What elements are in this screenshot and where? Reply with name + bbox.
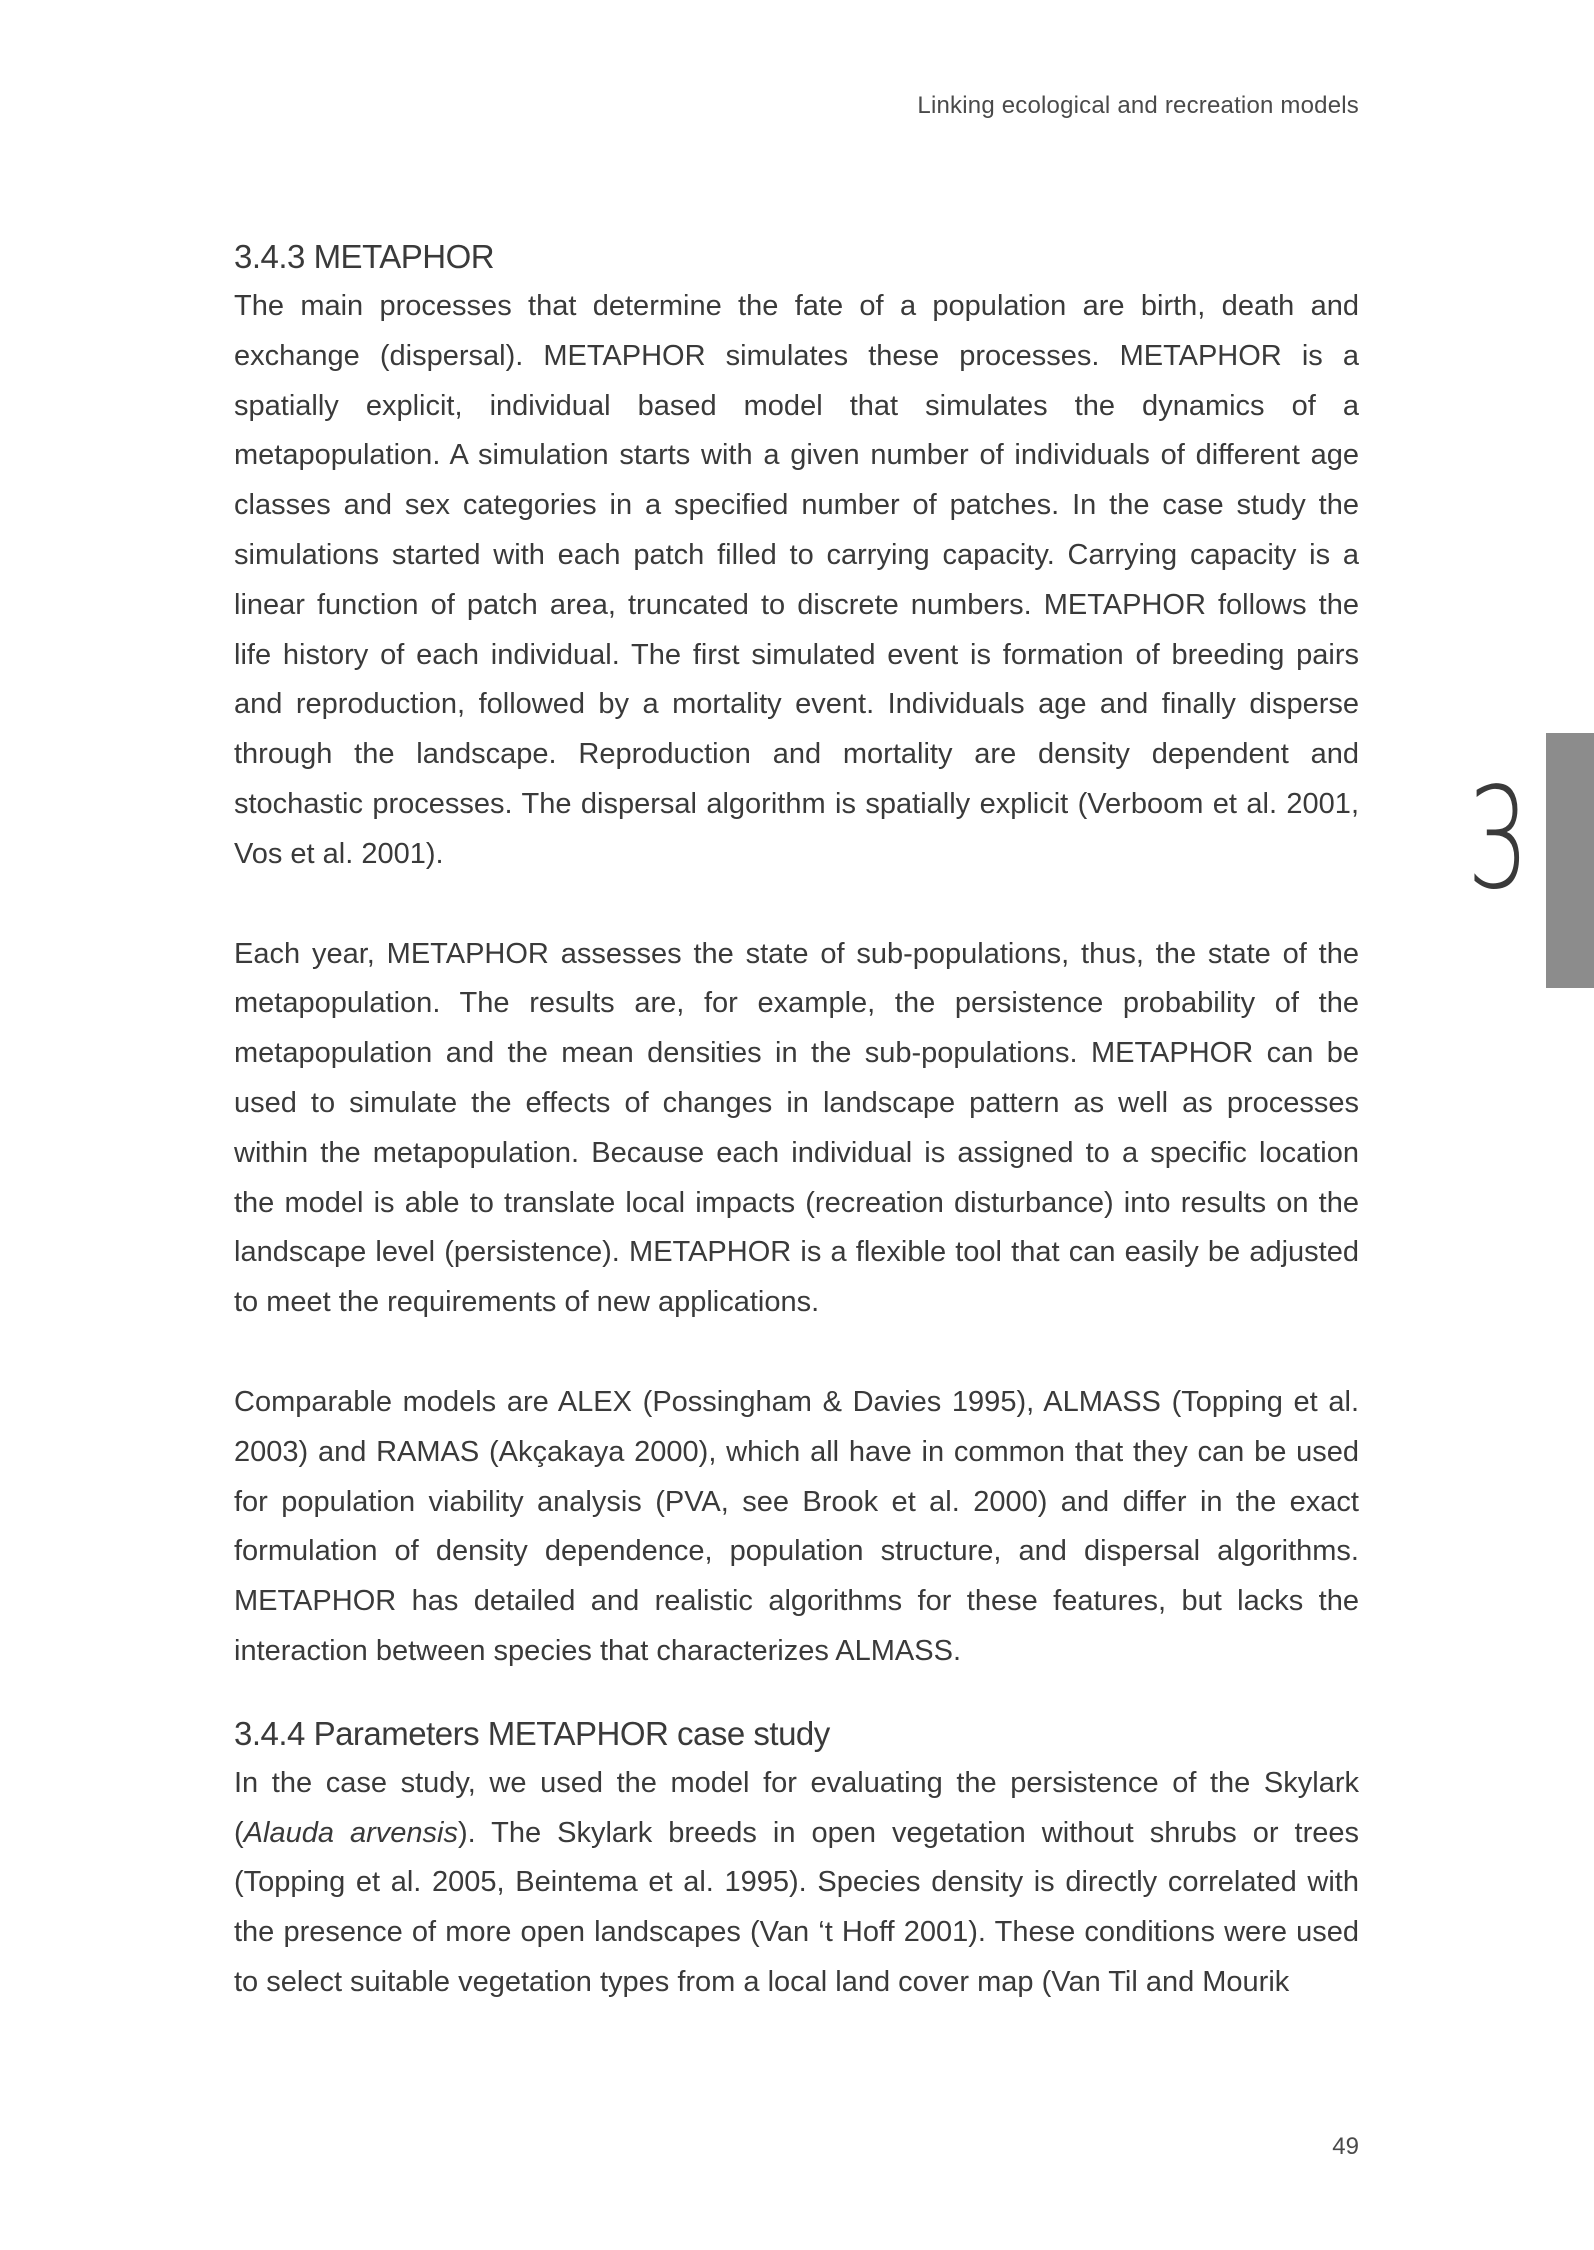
- paragraph: The main processes that determine the fate of a population are birth, death and exchange (dispersal). METAPHOR simulates these processes. METAPHOR is a spatially explicit, individual based model that simulates the dynamics of a metapopulation. A simulation starts with a given number of individuals of different age classes and sex categories in a specified number of patches. In the case study the simulations started with each patch filled to carrying capacity. Carrying capacity is a linear function of patch area, truncated to discrete numbers. METAPHOR follows the life history of each individual. The first simulated event is formation of breeding pairs and reproduction, followed by a mortality event. Individuals age and finally disperse through the landscape. Reproduction and mortality are density dependent and stochastic processes. The dispersal algorithm is spatially explicit (Verboom et al. 2001, Vos et al. 2001).: [234, 290, 1359, 870]
- chapter-number: 3: [1467, 758, 1530, 921]
- species-name: Alauda arvensis: [243, 1816, 458, 1849]
- chapter-tab: [1546, 733, 1594, 988]
- paragraph-text: In the case study, we used the model for evaluating the persistence of the Skylark (: [234, 1766, 1359, 1849]
- paragraph-spacer: [234, 1328, 1359, 1378]
- section-spacer: [234, 1677, 1359, 1709]
- paragraph: Comparable models are ALEX (Possingham & Davies 1995), ALMASS (Topping et al. 2003) and RAMAS (Akçakaya 2000), which all have in common that they can be used for population viability analysis (PVA, see Brook et al. 2000) and differ in the exact formulation of density dependence, population structure, and dispersal algorithms. METAPHOR has detailed and realistic algorithms for these features, but lacks the interaction between species that characterizes ALMASS.: [234, 1385, 1359, 1667]
- section-heading-metaphor: 3.4.3 METAPHOR: [234, 238, 495, 275]
- section-heading-parameters: 3.4.4 Parameters METAPHOR case study: [234, 1714, 830, 1752]
- page-number: 49: [1332, 2133, 1359, 2160]
- page-content: [234, 232, 1359, 2008]
- paragraph: [234, 1759, 1359, 2008]
- paragraph-text: ). The Skylark breeds in open vegetation without shrubs or trees (Topping et al. 2005, Beintema et al. 1995). Species density is directly correlated with the presence of more open landscapes (Van ‘t Hoff 2001). These conditions were used to select suitable vegetation types from a local land cover map (Van Til and Mourik: [234, 1816, 1360, 1998]
- paragraph: Each year, METAPHOR assesses the state of sub-populations, thus, the state of the metapopulation. The results are, for example, the persistence probability of the metapopulation and the mean densities in the sub-populations. METAPHOR can be used to simulate the effects of changes in landscape pattern as well as processes within the metapopulation. Because each individual is assigned to a specific location the model is able to translate local impacts (recreation disturbance) into results on the landscape level (persistence). METAPHOR is a flexible tool that can easily be adjusted to meet the requirements of new applications.: [234, 937, 1359, 1319]
- running-header: Linking ecological and recreation models: [917, 92, 1359, 119]
- paragraph-spacer: [234, 880, 1359, 930]
